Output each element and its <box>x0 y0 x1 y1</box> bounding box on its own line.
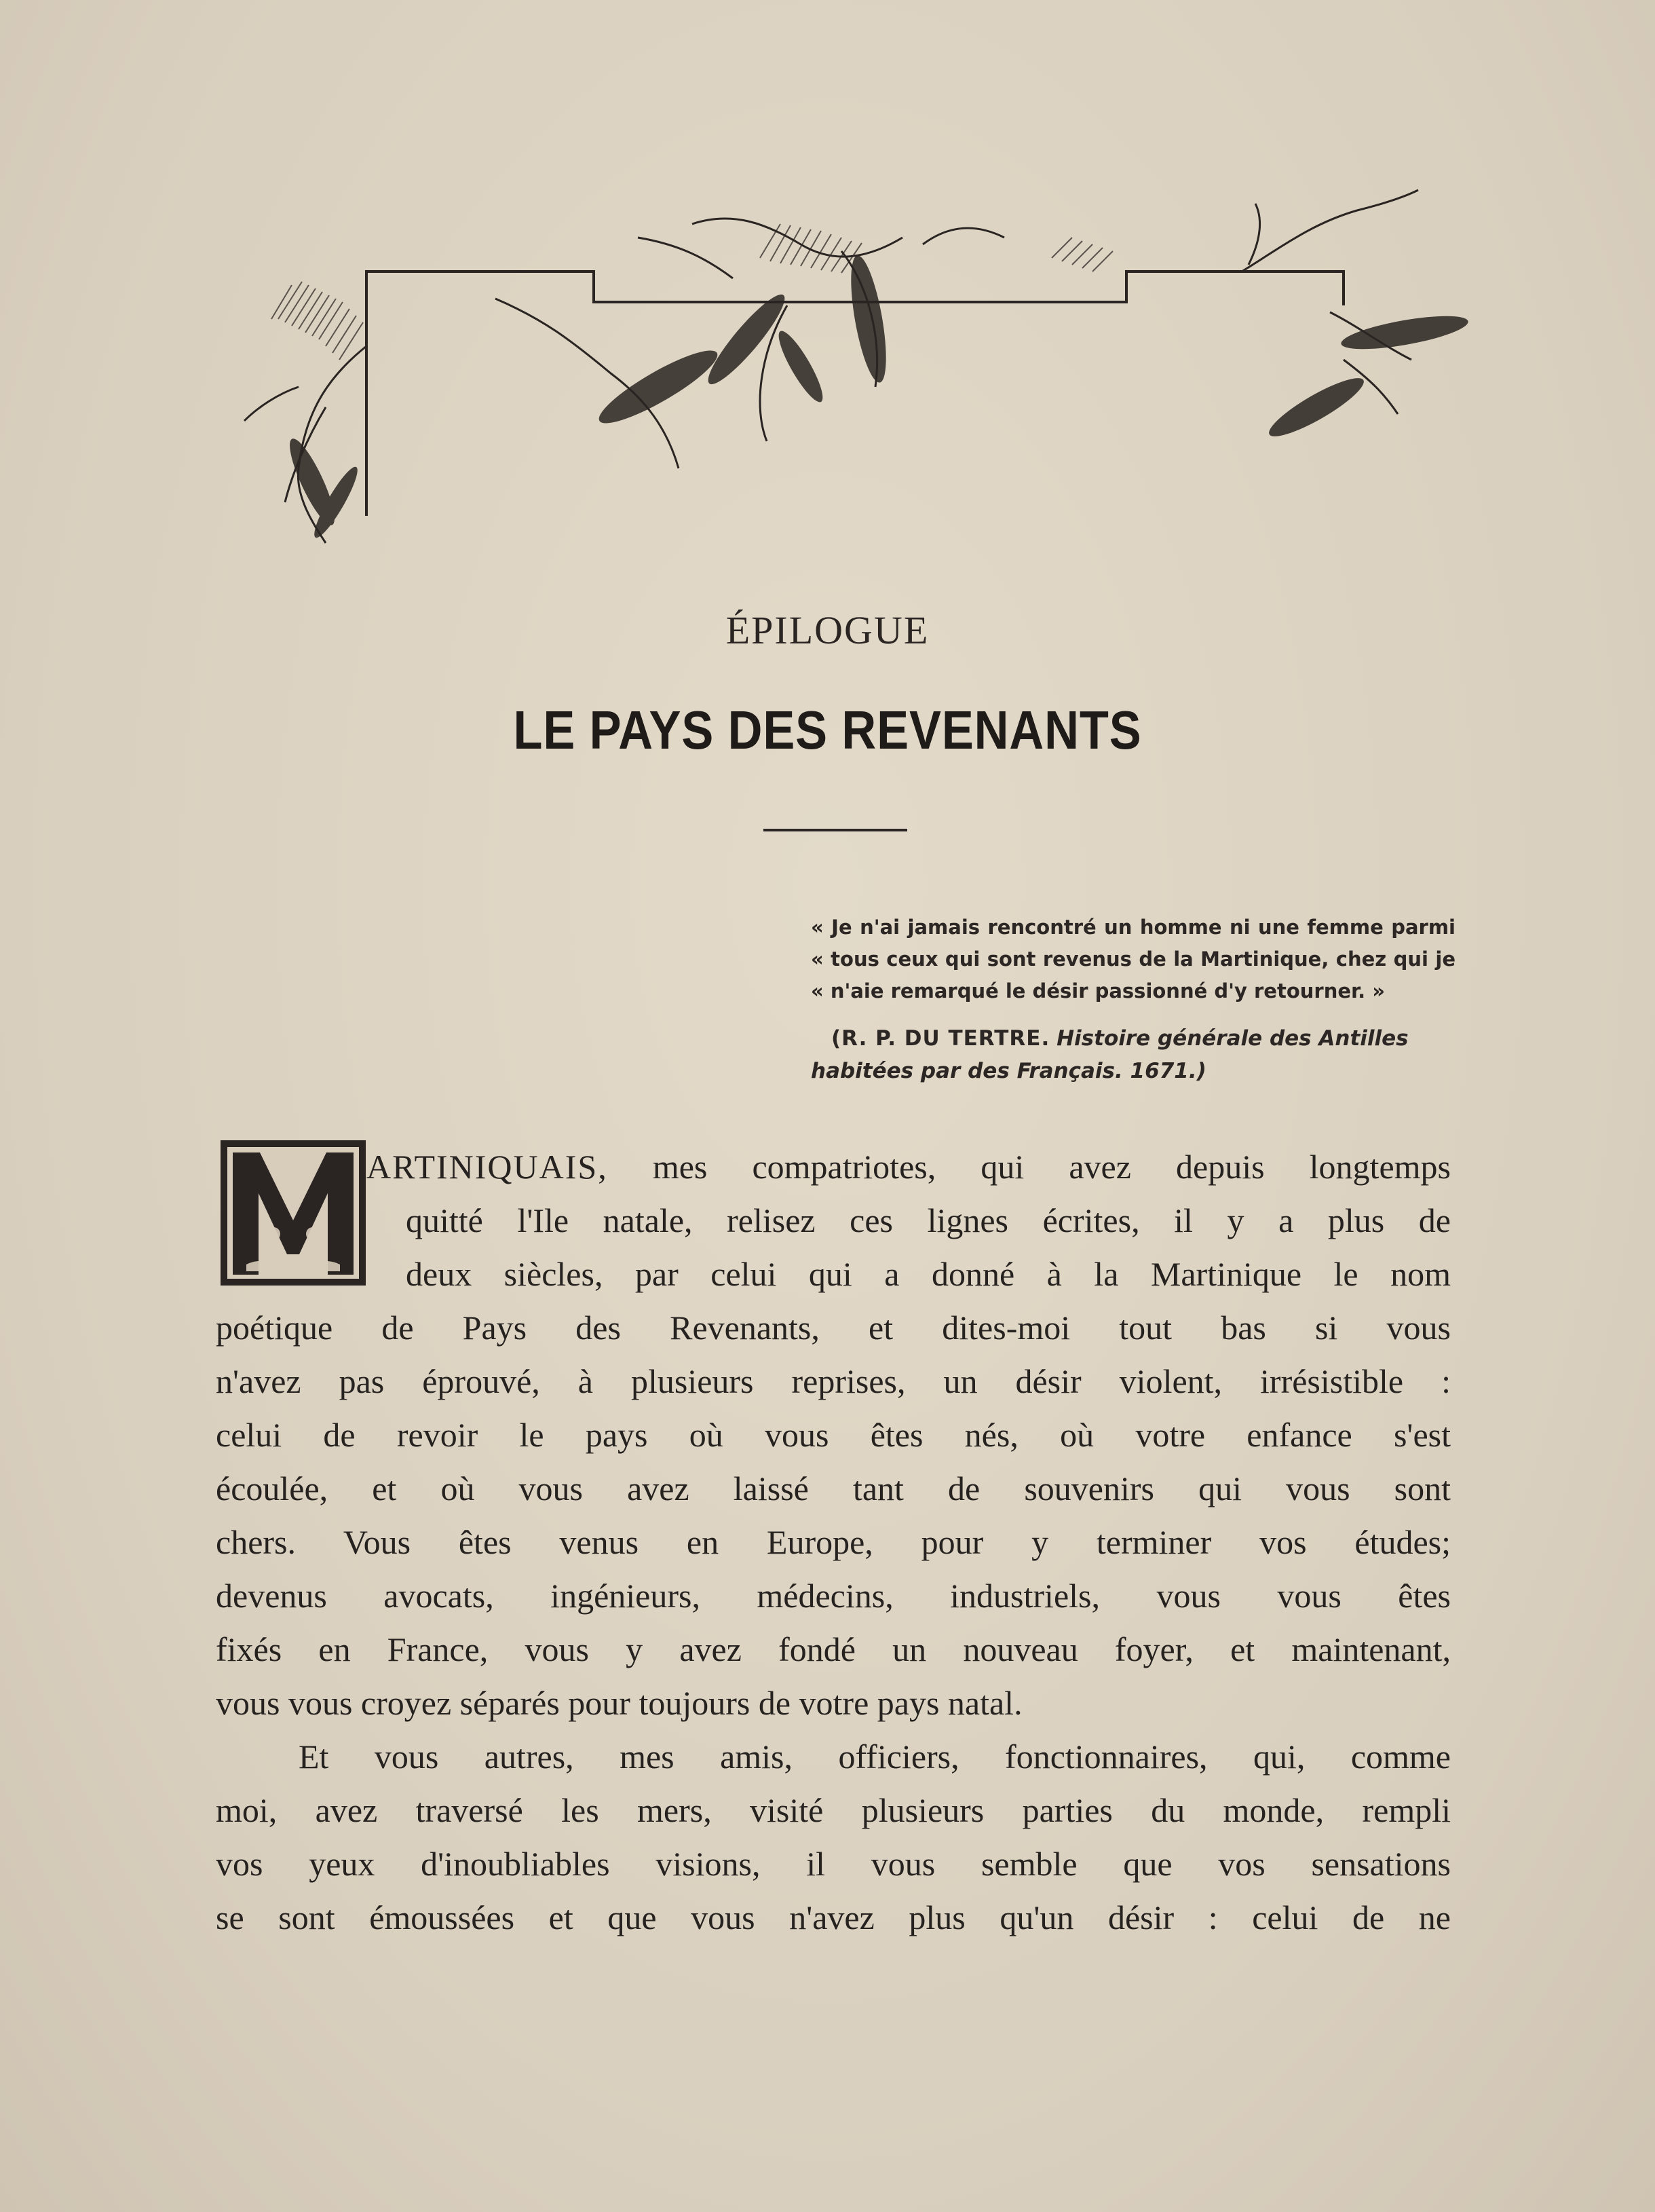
body-line: moi, avez traversé les mers, visité plusieurs parties du monde, rempli <box>216 1791 1451 1829</box>
body-line: écoulée, et où vous avez laissé tant de souvenirs qui vous sont <box>216 1469 1451 1507</box>
chapter-title: LE PAYS DES REVENANTS <box>513 700 1142 760</box>
chapter-label: ÉPILOGUE <box>725 608 930 652</box>
citation-work-line2: habitées par des Français. 1671.) <box>811 1059 1206 1083</box>
body-line: se sont émoussées et que vous n'avez plus qu'un désir : celui de ne <box>216 1898 1451 1936</box>
body-line: fixés en France, vous y avez fondé un nouveau foyer, et maintenant, <box>216 1630 1451 1668</box>
epigraph-citation <box>811 1022 1456 1087</box>
body-line: devenus avocats, ingénieurs, médecins, industriels, vous vous êtes <box>216 1577 1451 1615</box>
first-word: ARTINIQUAIS, <box>366 1148 608 1186</box>
citation-author: (R. P. DU TERTRE. <box>831 1026 1050 1051</box>
body-line: ARTINIQUAIS, mes compatriotes, qui avez depuis longtemps <box>366 1148 1451 1186</box>
body-line: vous vous croyez séparés pour toujours de votre pays natal. <box>216 1684 1023 1722</box>
body-line: Et vous autres, mes amis, officiers, fonctionnaires, qui, comme <box>299 1738 1451 1776</box>
body-line: vos yeux d'inoubliables visions, il vous semble que vos sensations <box>216 1845 1451 1883</box>
epigraph-line: « tous ceux qui sont revenus de la Martinique, chez qui je <box>811 948 1456 971</box>
epigraph <box>811 912 1456 1087</box>
body-line: chers. Vous êtes venus en Europe, pour y terminer vos études; <box>216 1523 1451 1561</box>
body-text <box>216 1140 1451 1945</box>
citation-work: Histoire générale des Antilles <box>1057 1026 1409 1051</box>
body-line: n'avez pas éprouvé, à plusieurs reprises, un désir violent, irrésistible : <box>216 1362 1451 1400</box>
epigraph-line: « n'aie remarqué le désir passionné d'y retourner. » <box>811 979 1386 1002</box>
body-line: deux siècles, par celui qui a donné à la Martinique le nom <box>406 1255 1451 1293</box>
body-line: poétique de Pays des Revenants, et dites-moi tout bas si vous <box>216 1309 1451 1347</box>
body-line: quitté l'Ile natale, relisez ces lignes écrites, il y a plus de <box>406 1201 1451 1239</box>
epigraph-line: « Je n'ai jamais rencontré un homme ni une femme parmi <box>811 916 1456 939</box>
title-divider <box>763 829 907 831</box>
floral-headpiece-icon <box>190 183 1513 577</box>
body-line: celui de revoir le pays où vous êtes nés, où votre enfance s'est <box>216 1416 1451 1454</box>
